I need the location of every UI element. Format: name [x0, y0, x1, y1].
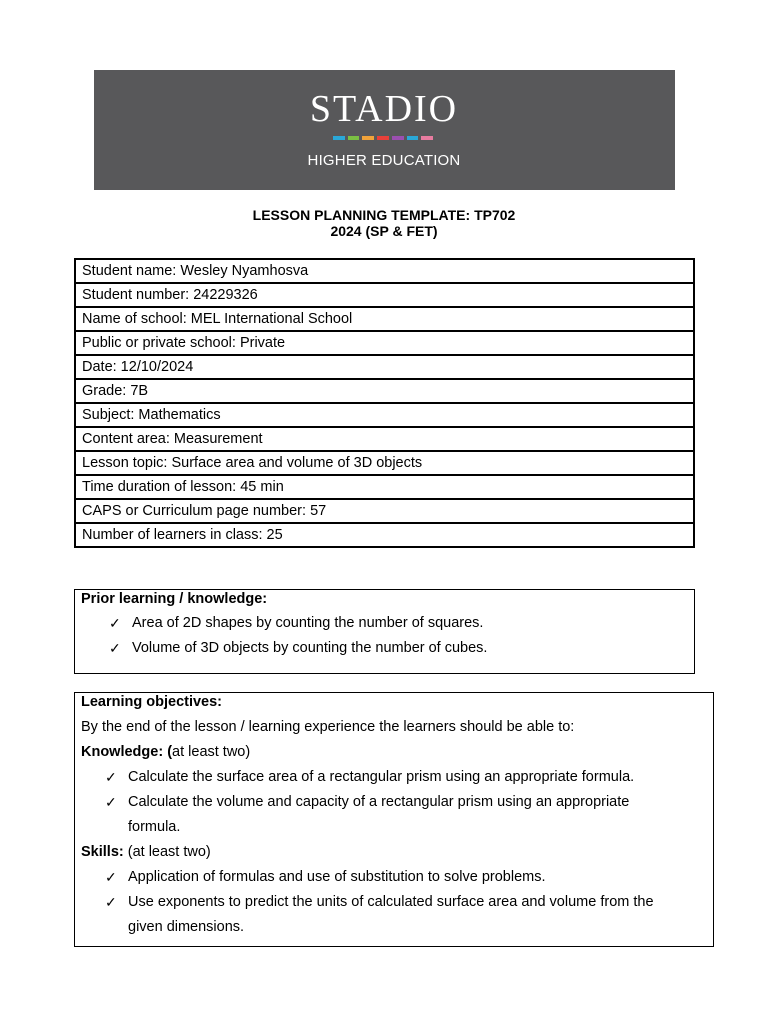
stadio-logo-wordmark: STADIO — [309, 88, 459, 130]
objectives-heading: Learning objectives: — [81, 694, 223, 710]
table-row — [75, 379, 694, 403]
grade-cell: Grade: 7B — [75, 379, 694, 403]
logo-stripe — [392, 136, 404, 140]
school-type-cell: Public or private school: Private — [75, 331, 694, 355]
checkmark-icon: ✓ — [105, 794, 117, 810]
school-name-cell: Name of school: MEL International School — [75, 307, 694, 331]
table-row — [75, 523, 694, 547]
title-line-1: LESSON PLANNING TEMPLATE: TP702 — [252, 207, 516, 223]
knowledge-item-continued: formula. — [128, 819, 181, 835]
knowledge-label-line — [81, 744, 250, 760]
skills-label-line — [81, 844, 211, 860]
table-row — [75, 331, 694, 355]
knowledge-note: at least two) — [172, 744, 251, 760]
logo-stripe — [377, 136, 389, 140]
logo-stripe — [362, 136, 374, 140]
knowledge-label: Knowledge: ( — [81, 744, 173, 760]
date-cell: Date: 12/10/2024 — [75, 355, 694, 379]
table-row — [75, 499, 694, 523]
caps-page-cell: CAPS or Curriculum page number: 57 — [75, 499, 694, 523]
table-row — [75, 451, 694, 475]
table-row — [75, 475, 694, 499]
title-line-2: 2024 (SP & FET) — [330, 223, 438, 239]
content-area-cell: Content area: Measurement — [75, 427, 694, 451]
skills-note: (at least two) — [123, 844, 211, 860]
knowledge-item: Calculate the volume and capacity of a rectangular prism using an appropriate — [128, 794, 630, 810]
checkmark-icon: ✓ — [105, 869, 117, 885]
table-row — [75, 355, 694, 379]
checkmark-icon: ✓ — [105, 894, 117, 910]
skills-item: Application of formulas and use of substitution to solve problems. — [128, 869, 546, 885]
table-row — [75, 427, 694, 451]
student-name-cell: Student name: Wesley Nyamhosva — [75, 259, 694, 283]
table-row — [75, 283, 694, 307]
prior-item: Area of 2D shapes by counting the number of squares. — [132, 615, 484, 631]
learning-objectives-box — [74, 692, 714, 947]
logo-stripe — [407, 136, 419, 140]
table-row — [75, 259, 694, 283]
subject-cell: Subject: Mathematics — [75, 403, 694, 427]
checkmark-icon: ✓ — [105, 769, 117, 785]
logo-stripe — [348, 136, 360, 140]
skills-item-continued: given dimensions. — [128, 919, 245, 935]
logo-stripe — [421, 136, 433, 140]
table-row — [75, 307, 694, 331]
logo-stripe — [333, 136, 345, 140]
skills-item: Use exponents to predict the units of calculated surface area and volume from the — [128, 894, 654, 910]
duration-cell: Time duration of lesson: 45 min — [75, 475, 694, 499]
table-row — [75, 403, 694, 427]
student-number-cell: Student number: 24229326 — [75, 283, 694, 307]
document-title — [0, 207, 768, 239]
prior-learning-box — [74, 589, 695, 674]
skills-label: Skills: — [81, 844, 124, 860]
knowledge-item: Calculate the surface area of a rectangular prism using an appropriate formula. — [128, 769, 635, 785]
student-info-table — [74, 258, 695, 548]
lesson-topic-cell: Lesson topic: Surface area and volume of 3D objects — [75, 451, 694, 475]
logo-subtitle: HIGHER EDUCATION — [307, 152, 461, 169]
learner-count-cell: Number of learners in class: 25 — [75, 523, 694, 547]
checkmark-icon: ✓ — [109, 640, 121, 656]
prior-learning-heading: Prior learning / knowledge: — [81, 591, 268, 607]
objectives-intro: By the end of the lesson / learning experience the learners should be able to: — [81, 719, 575, 735]
logo-color-stripes — [333, 136, 433, 140]
prior-item: Volume of 3D objects by counting the number of cubes. — [132, 640, 488, 656]
checkmark-icon: ✓ — [109, 615, 121, 631]
